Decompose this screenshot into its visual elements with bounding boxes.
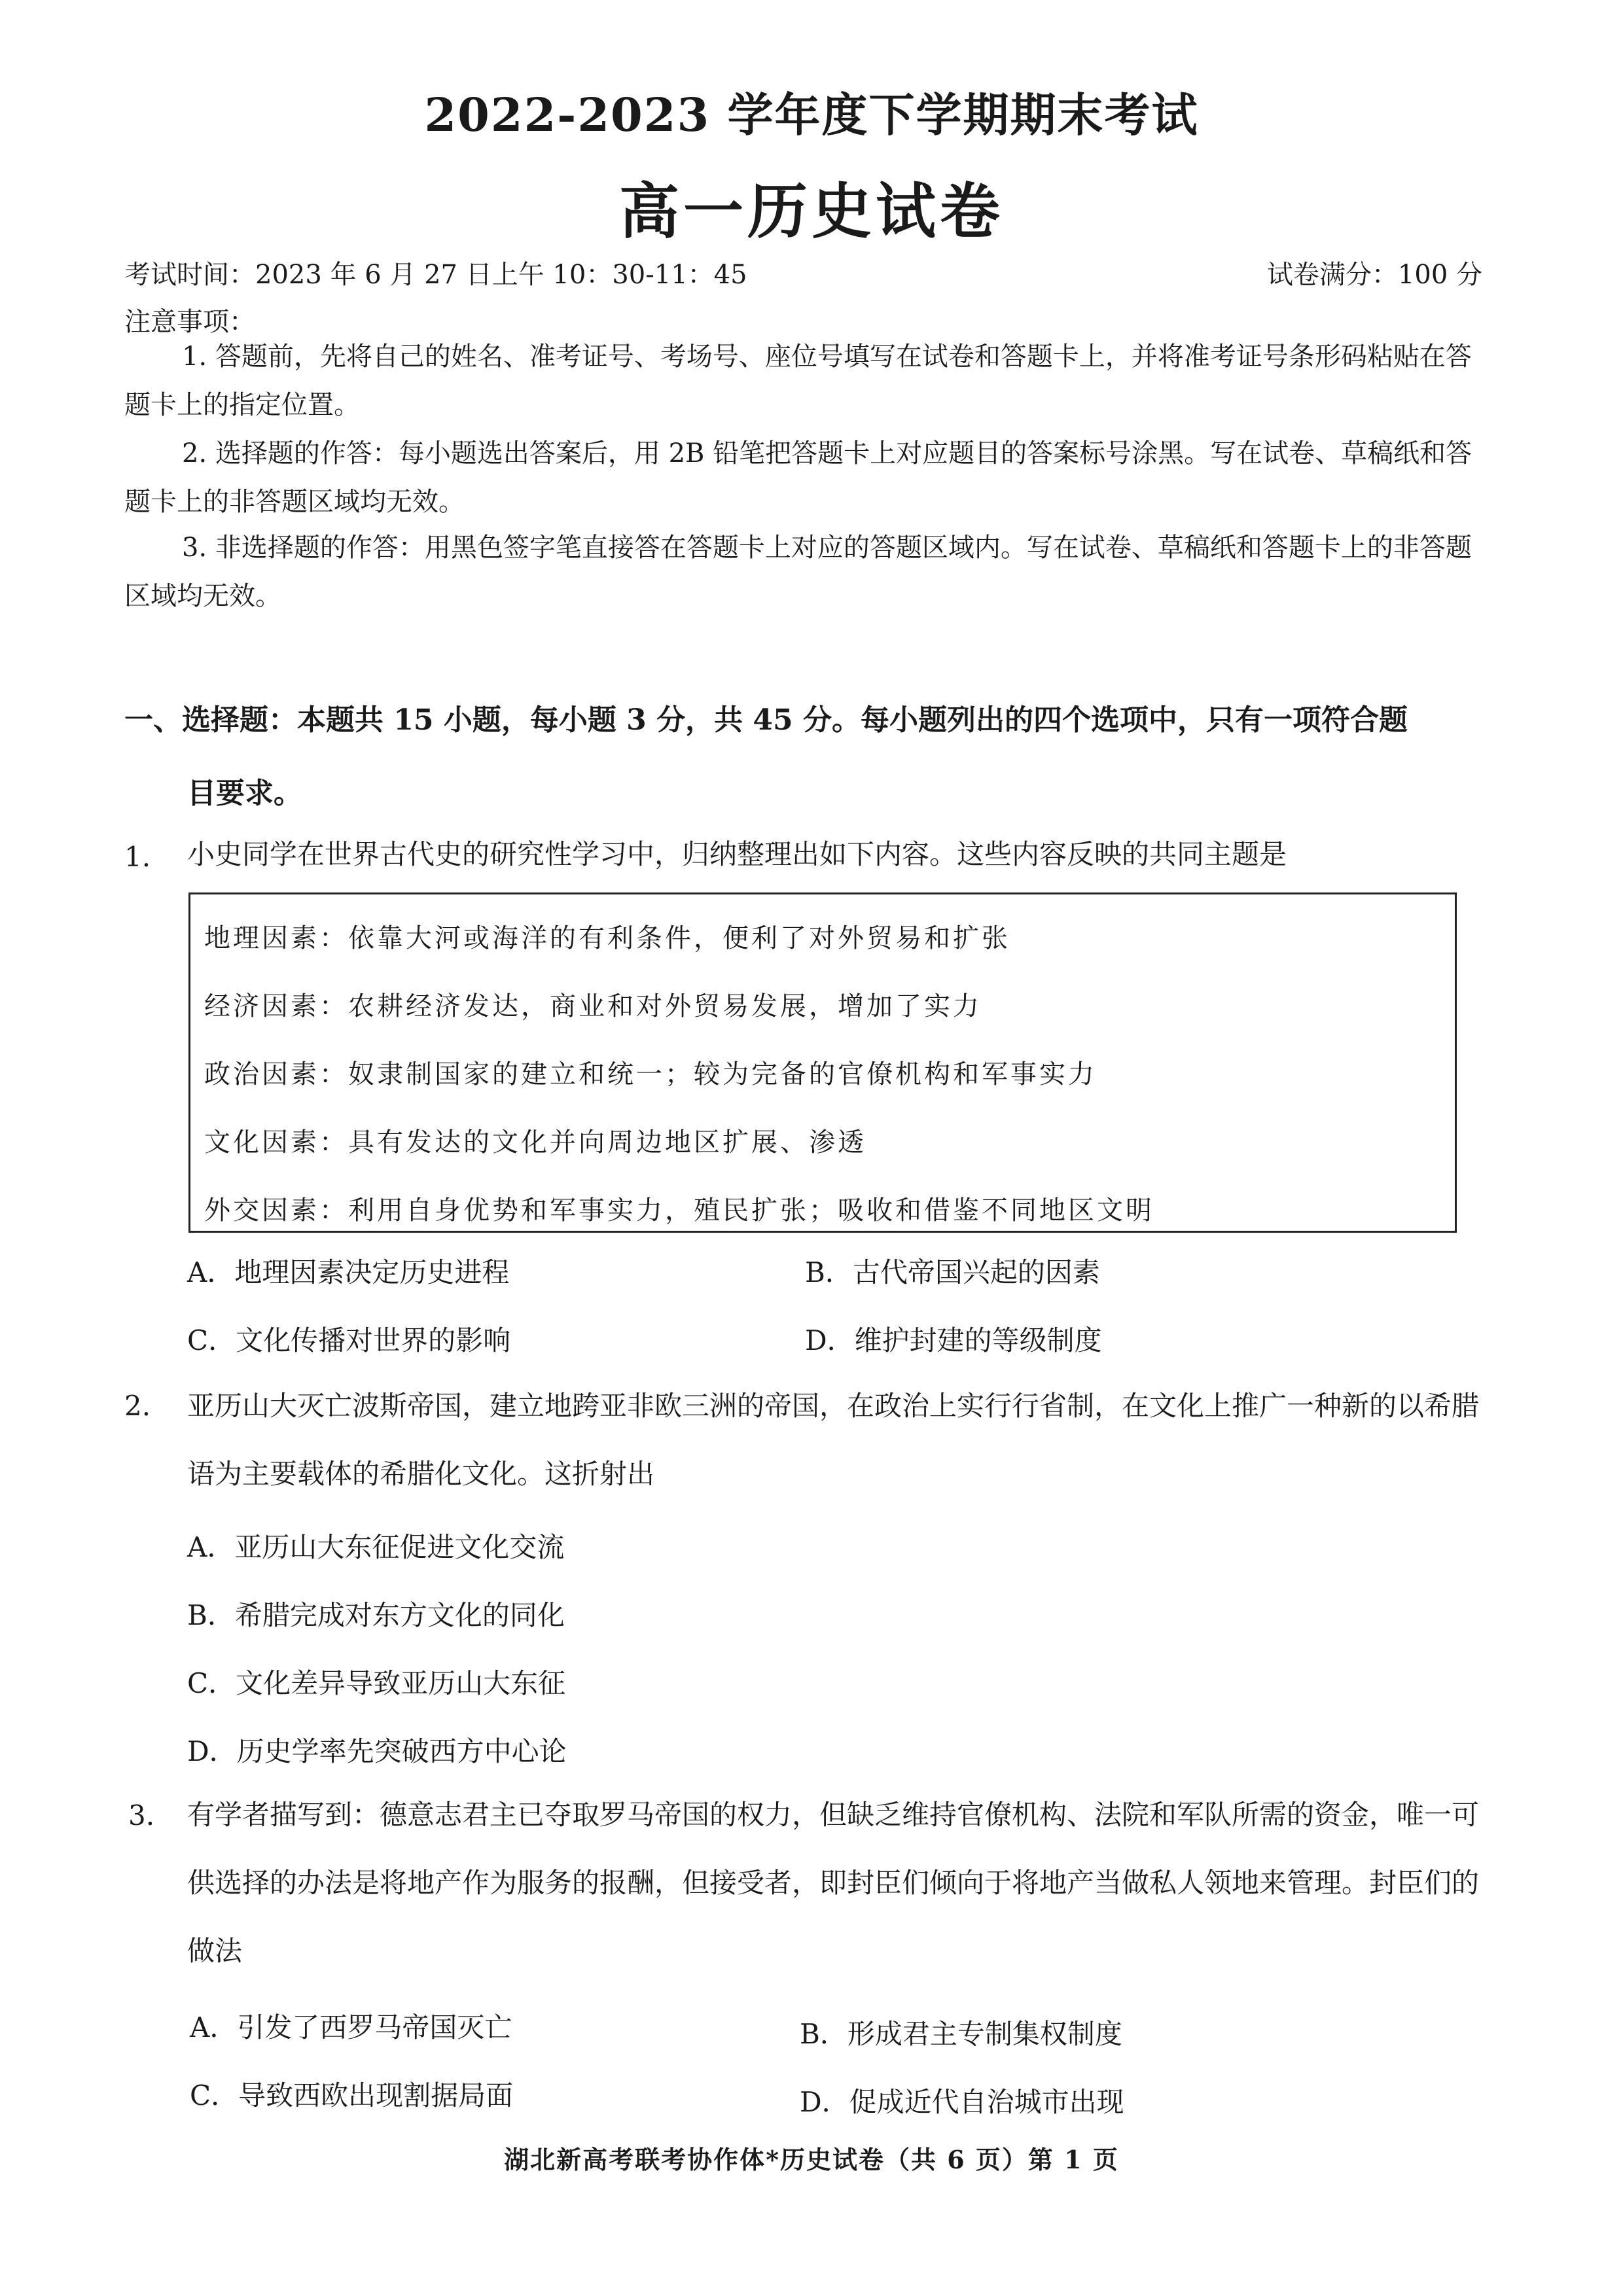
question-2-number: 2. <box>124 1390 151 1422</box>
notes-heading: 注意事项： <box>124 307 255 337</box>
question-2-option-c: C．文化差异导致亚历山大东征 <box>187 1667 566 1699</box>
question-1-option-c: C．文化传播对世界的影响 <box>187 1324 511 1356</box>
page-footer: 湖北新高考联考协作体*历史试卷（共 6 页）第 1 页 <box>504 2145 1119 2174</box>
question-2-option-d: D．历史学率先突破西方中心论 <box>187 1735 567 1767</box>
question-3-option-c: C．导致西欧出现割据局面 <box>190 2079 514 2111</box>
note-item-1: 1. 答题前，先将自己的姓名、准考证号、考场号、座位号填写在试卷和答题卡上，并将准考证号条形码粘贴在答题卡上的指定位置。 <box>124 342 1472 420</box>
note-item-2: 2. 选择题的作答：每小题选出答案后，用 2B 铅笔把答题卡上对应题目的答案标号涂黑。写在试卷、草稿纸和答题卡上的非答题区域均无效。 <box>124 438 1472 517</box>
question-3-option-a: A．引发了西罗马帝国灭亡 <box>190 2011 512 2043</box>
exam-title: 2022-2023 学年度下学期期末考试 <box>424 88 1199 142</box>
question-1-option-d: D．维护封建的等级制度 <box>805 1324 1102 1356</box>
section-heading-line2: 目要求。 <box>187 777 302 810</box>
question-3-stem: 有学者描写到：德意志君主已夺取罗马帝国的权力，但缺乏维持官僚机构、法院和军队所需的资金，唯一可供选择的办法是将地产作为服务的报酬，但接受者，即封臣们倾向于将地产当做私人领地来管理。封臣们的做法 <box>187 1799 1480 1967</box>
question-3-option-d: D．促成近代自治城市出现 <box>800 2086 1124 2118</box>
question-1-number: 1. <box>124 841 151 873</box>
question-1-option-b: B．古代帝国兴起的因素 <box>805 1256 1100 1288</box>
material-row-culture: 文化因素：具有发达的文化并向周边地区扩展、渗透 <box>204 1127 866 1157</box>
material-row-politics: 政治因素：奴隶制国家的建立和统一；较为完备的官僚机构和军事实力 <box>204 1059 1097 1089</box>
question-2-option-b: B．希腊完成对东方文化的同化 <box>187 1599 565 1631</box>
section-heading <box>124 684 1492 830</box>
note-item-3: 3. 非选择题的作答：用黑色签字笔直接答在答题卡上对应的答题区域内。写在试卷、草稿纸和答题卡上的非答题区域均无效。 <box>124 533 1472 611</box>
exam-time: 考试时间：2023 年 6 月 27 日上午 10：30-11：45 <box>124 260 747 290</box>
question-3-option-b: B．形成君主专制集权制度 <box>800 2018 1122 2050</box>
section-heading-line1: 一、选择题：本题共 15 小题，每小题 3 分，共 45 分。每小题列出的四个选项中，只有一项符合题 <box>124 703 1408 737</box>
material-row-geography: 地理因素：依靠大河或海洋的有利条件，便利了对外贸易和扩张 <box>204 923 1010 953</box>
material-row-economy: 经济因素：农耕经济发达，商业和对外贸易发展，增加了实力 <box>204 991 982 1021</box>
question-2-stem: 亚历山大灭亡波斯帝国，建立地跨亚非欧三洲的帝国，在政治上实行行省制，在文化上推广一种新的以希腊语为主要载体的希腊化文化。这折射出 <box>187 1390 1480 1490</box>
question-1-stem: 小史同学在世界古代史的研究性学习中，归纳整理出如下内容。这些内容反映的共同主题是 <box>187 838 1287 870</box>
question-2-option-a: A．亚历山大东征促进文化交流 <box>187 1531 565 1563</box>
question-1-option-a: A．地理因素决定历史进程 <box>187 1256 510 1288</box>
exam-subtitle: 高一历史试卷 <box>618 176 1004 247</box>
full-score: 试卷满分：100 分 <box>1266 260 1482 290</box>
material-row-diplomacy: 外交因素：利用自身优势和军事实力，殖民扩张；吸收和借鉴不同地区文明 <box>204 1195 1154 1226</box>
question-3-number: 3. <box>128 1799 155 1831</box>
